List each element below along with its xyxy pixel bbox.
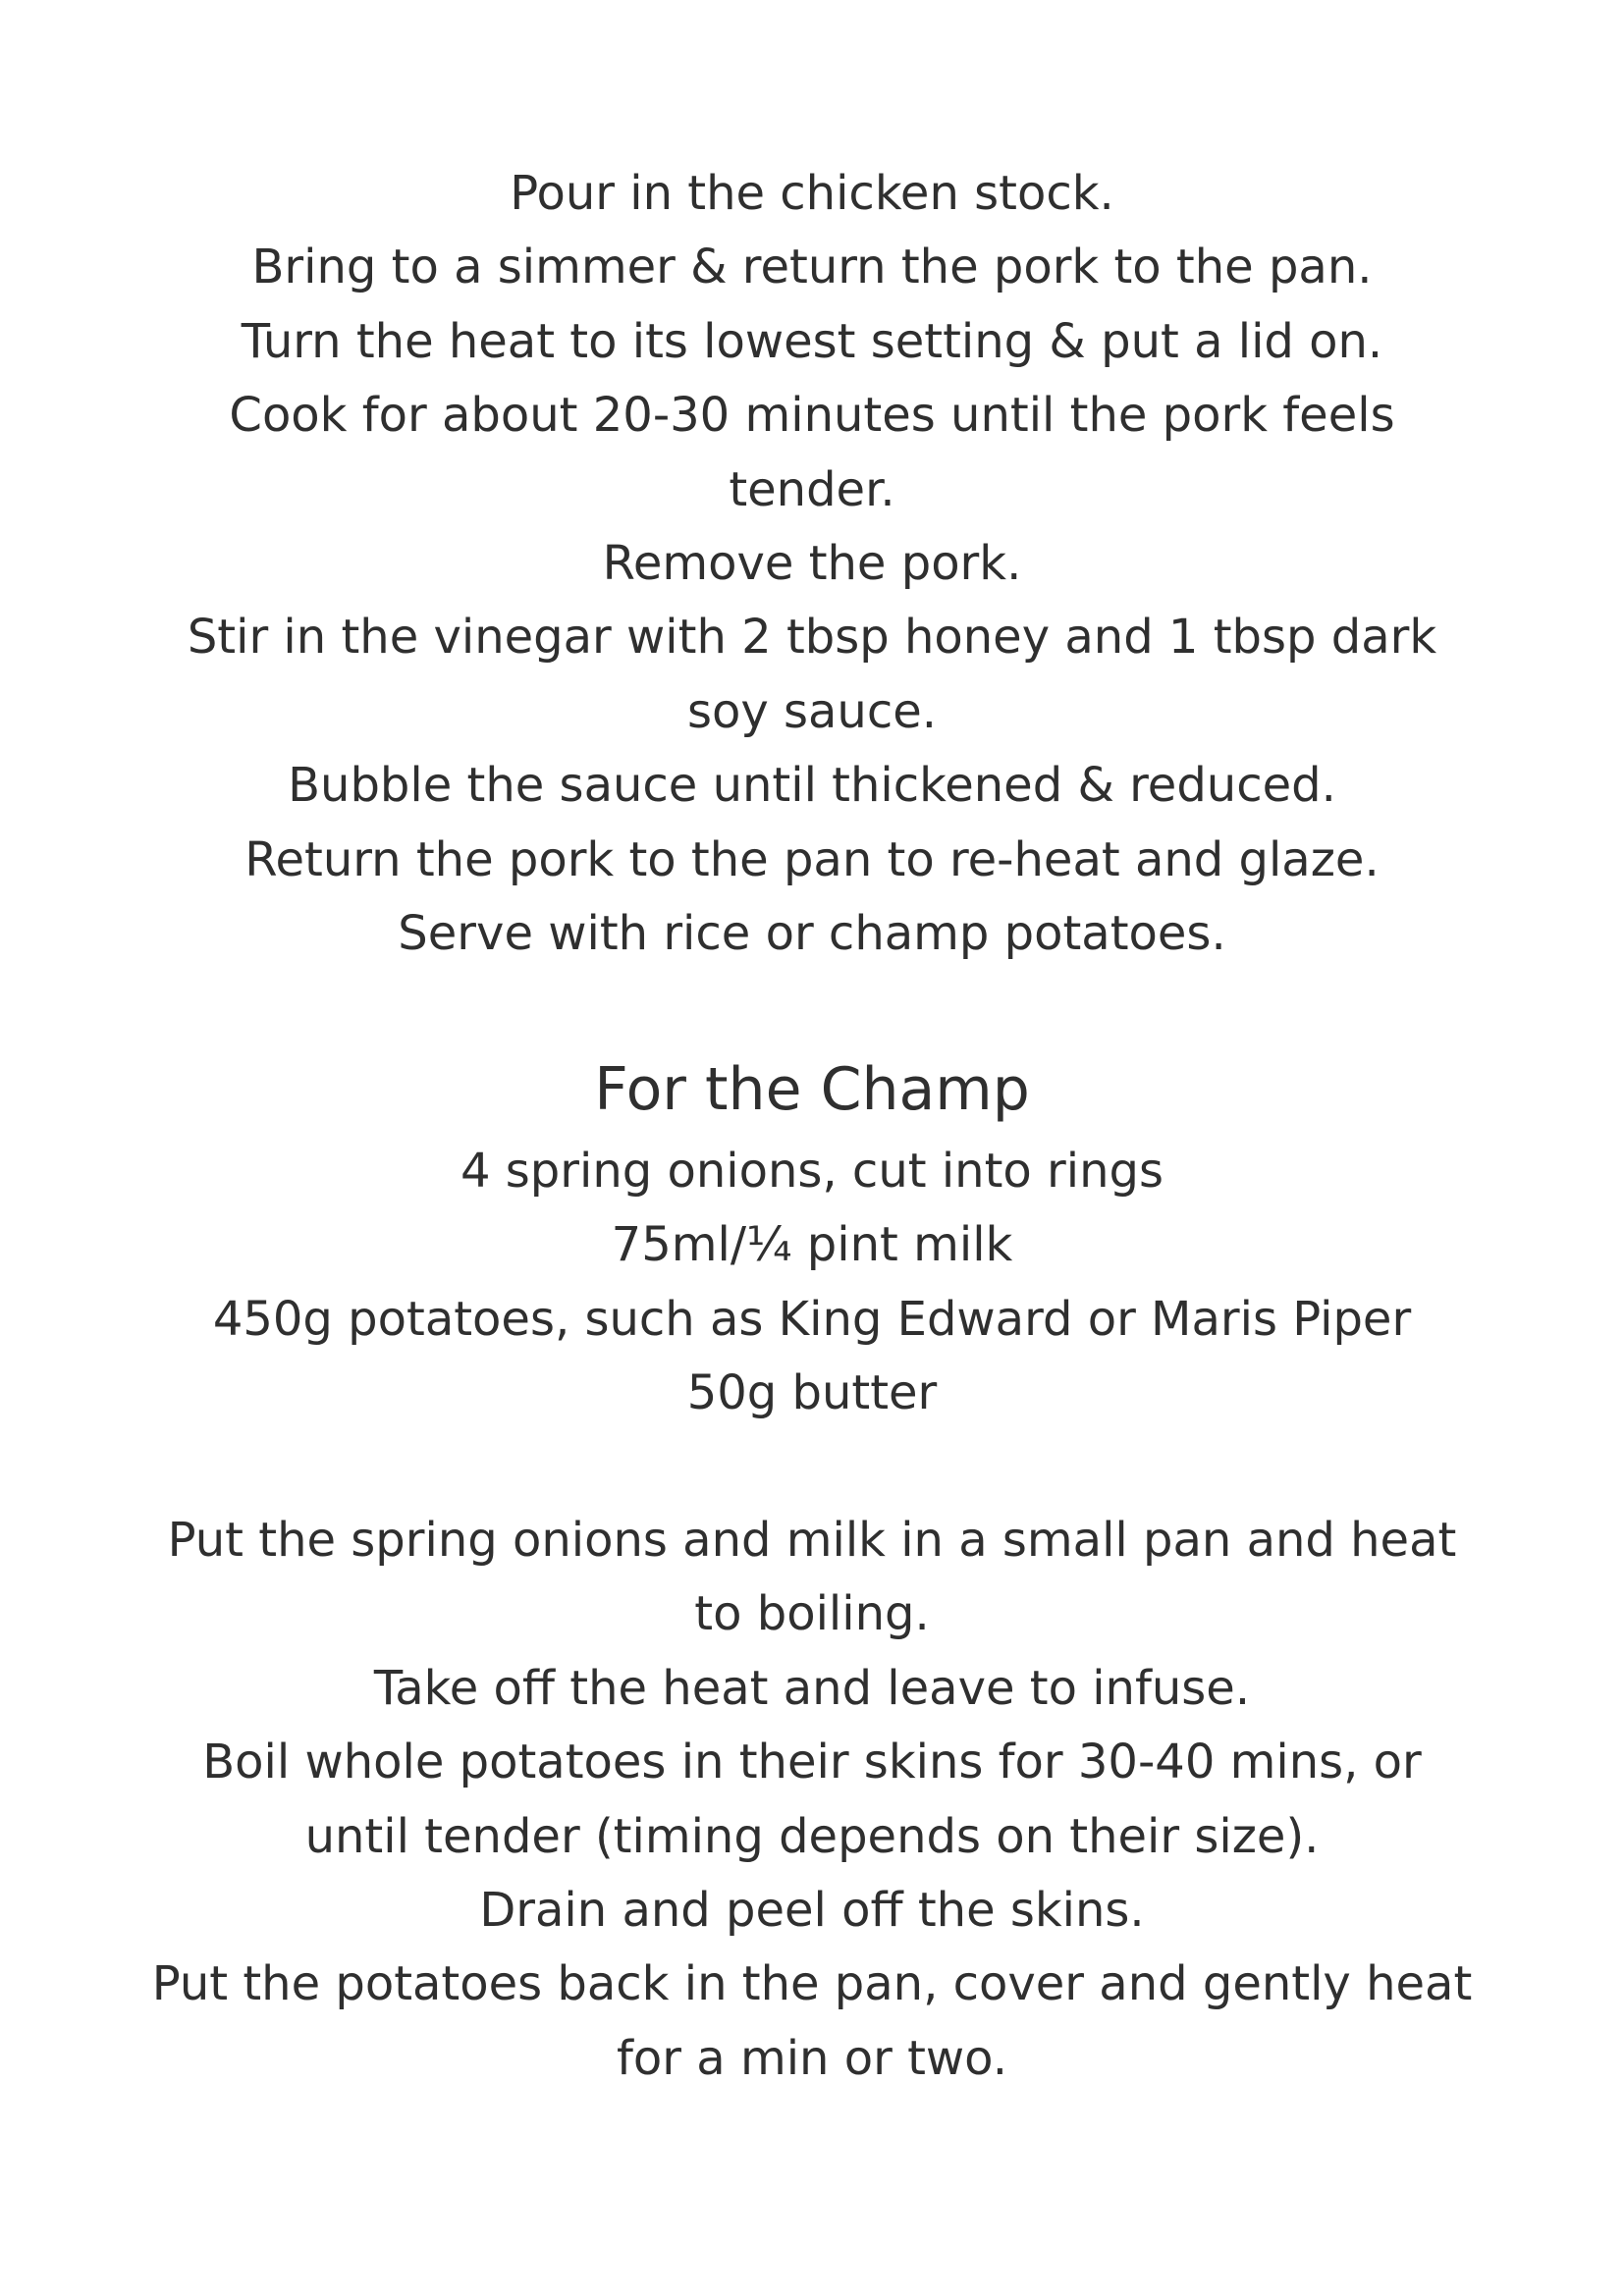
champ-ingredients <box>147 1135 1477 1431</box>
method-step: Put the spring onions and milk in a small pan and heat to boiling. <box>167 1513 1457 1642</box>
method-step: Pour in the chicken stock. <box>510 166 1114 221</box>
method-step: Take off the heat and leave to infuse. <box>373 1660 1251 1716</box>
method-step: Bring to a simmer & return the pork to the pan. <box>251 240 1373 295</box>
ingredient-item: 4 spring onions, cut into rings <box>460 1144 1164 1199</box>
method-step: Bubble the sauce until thickened & reduced. <box>288 758 1336 814</box>
method-step: Boil whole potatoes in their skins for 30-40 mins, or until tender (timing depends on their size). <box>202 1735 1422 1864</box>
method-step: Stir in the vinegar with 2 tbsp honey and 1 tbsp dark soy sauce. <box>187 610 1437 739</box>
method-step: Return the pork to the pan to re-heat and glaze. <box>244 831 1380 887</box>
champ-method <box>147 1504 1477 2096</box>
method-step: Drain and peel off the skins. <box>479 1883 1145 1939</box>
champ-heading: For the Champ <box>594 1055 1030 1124</box>
method-step: Remove the pork. <box>602 536 1022 592</box>
pork-method <box>147 157 1477 971</box>
method-step: Serve with rice or champ potatoes. <box>398 906 1226 962</box>
method-step: Put the potatoes back in the pan, cover and gently heat for a min or two. <box>151 1956 1473 2086</box>
ingredient-item: 50g butter <box>686 1365 938 1421</box>
ingredient-item: 450g potatoes, such as King Edward or Maris Piper <box>212 1291 1412 1347</box>
method-step: Cook for about 20-30 minutes until the pork feels tender. <box>229 388 1395 517</box>
ingredient-item: 75ml/¼ pint milk <box>611 1217 1013 1273</box>
method-step: Turn the heat to its lowest setting & put a lid on. <box>241 313 1383 369</box>
